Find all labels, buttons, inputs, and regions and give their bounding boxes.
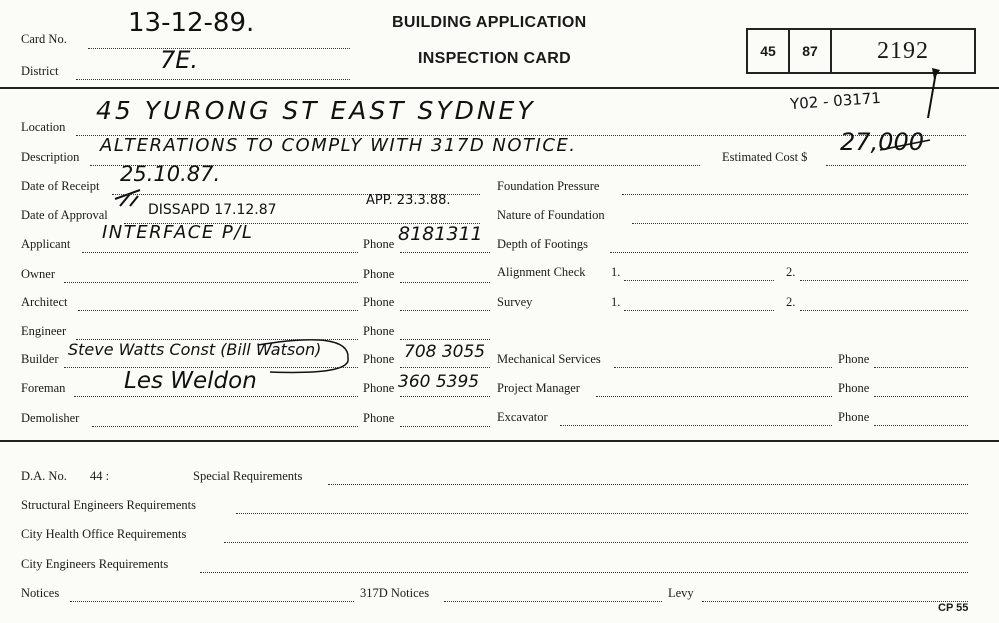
applicant-value: INTERFACE P/L	[102, 222, 254, 243]
builder-phone-label: Phone	[363, 352, 395, 366]
project-manager-phone-line	[874, 396, 968, 397]
levy-label: Levy	[668, 586, 694, 600]
city-engineers-label: City Engineers Requirements	[21, 557, 169, 571]
da-label: D.A. No.	[21, 469, 67, 483]
date-receipt-value: 25.10.87.	[120, 162, 221, 186]
foreman-line	[74, 396, 358, 397]
foreman-phone-label: Phone	[363, 381, 395, 395]
demolisher-phone-line	[400, 426, 490, 427]
survey-num-2: 2.	[786, 295, 796, 309]
survey-line-2	[800, 310, 968, 311]
date-approval-label: Date of Approval	[21, 208, 108, 222]
date-receipt-label: Date of Receipt	[21, 179, 100, 193]
date-approval-value: DISSAPD 17.12.87	[148, 202, 277, 218]
title-line-2: INSPECTION CARD	[418, 50, 571, 67]
notices-label: Notices	[21, 586, 60, 600]
excavator-phone-line	[874, 425, 968, 426]
structural-line	[236, 513, 968, 514]
special-label: Special Requirements	[193, 469, 303, 483]
alignment-num-2: 2.	[786, 265, 796, 279]
engineer-phone-line	[400, 339, 490, 340]
district-label: District	[21, 64, 59, 78]
survey-label: Survey	[497, 295, 533, 309]
demolisher-label: Demolisher	[21, 411, 80, 425]
foundation-pressure-line	[622, 194, 968, 195]
levy-line	[702, 601, 968, 602]
architect-phone-label: Phone	[363, 295, 395, 309]
card-no-label: Card No.	[21, 32, 67, 46]
survey-line-1	[624, 310, 774, 311]
architect-line	[78, 310, 358, 311]
form-code: CP 55	[938, 602, 969, 614]
health-label: City Health Office Requirements	[21, 527, 187, 541]
builder-label: Builder	[21, 352, 59, 366]
location-value: 45 YURONG ST EAST SYDNEY	[96, 96, 536, 125]
engineer-label: Engineer	[21, 324, 67, 338]
excavator-label: Excavator	[497, 410, 548, 424]
alignment-line-2	[800, 280, 968, 281]
demolisher-line	[92, 426, 358, 427]
description-value: ALTERATIONS TO COMPLY WITH 317D NOTICE.	[100, 135, 577, 156]
foreman-phone-line	[400, 396, 490, 397]
builder-phone-value: 708 3055	[404, 342, 486, 362]
middle-rule	[0, 440, 999, 442]
owner-phone-line	[400, 282, 490, 283]
title-line-1: BUILDING APPLICATION	[392, 14, 587, 31]
alignment-check-label: Alignment Check	[497, 265, 586, 279]
demolisher-phone-label: Phone	[363, 411, 395, 425]
box-cell-number: 2192	[877, 37, 929, 64]
mechanical-phone-label: Phone	[838, 352, 870, 366]
engineer-phone-label: Phone	[363, 324, 395, 338]
foreman-label: Foreman	[21, 381, 66, 395]
applicant-phone-line	[400, 252, 490, 253]
notices-line	[70, 601, 354, 602]
applicant-label: Applicant	[21, 237, 71, 251]
notices-317d-line	[444, 601, 662, 602]
reference-note: Y02 - 03171	[789, 88, 882, 114]
applicant-phone-label: Phone	[363, 237, 395, 251]
special-line	[328, 484, 968, 485]
architect-phone-line	[400, 310, 490, 311]
nature-foundation-label: Nature of Foundation	[497, 208, 605, 222]
builder-phone-line	[400, 367, 490, 368]
owner-label: Owner	[21, 267, 56, 281]
excavator-line	[560, 425, 832, 426]
project-manager-phone-label: Phone	[838, 381, 870, 395]
foundation-pressure-label: Foundation Pressure	[497, 179, 600, 193]
applicant-line	[82, 252, 358, 253]
applicant-phone-value: 8181311	[398, 223, 483, 245]
alignment-line-1	[624, 280, 774, 281]
location-label: Location	[21, 120, 66, 134]
approval-scribble	[115, 190, 140, 206]
box-cell-a: 45	[748, 30, 790, 72]
da-value: 44 :	[90, 469, 110, 483]
alignment-num-1: 1.	[611, 265, 621, 279]
owner-line	[64, 282, 358, 283]
box-cell-b: 87	[790, 30, 832, 72]
nature-foundation-line	[632, 223, 968, 224]
survey-num-1: 1.	[611, 295, 621, 309]
builder-value: Steve Watts Const (Bill Watson)	[68, 340, 322, 359]
foreman-phone-value: 360 5395	[398, 372, 480, 392]
owner-phone-label: Phone	[363, 267, 395, 281]
estimated-cost-label: Estimated Cost $	[722, 150, 808, 164]
excavator-phone-label: Phone	[838, 410, 870, 424]
structural-label: Structural Engineers Requirements	[21, 498, 196, 512]
depth-footings-line	[610, 252, 968, 253]
date-approval-app: APP. 23.3.88.	[366, 193, 451, 208]
district-value: 7E.	[160, 46, 199, 74]
architect-label: Architect	[21, 295, 68, 309]
health-line	[224, 542, 968, 543]
project-manager-line	[596, 396, 832, 397]
project-manager-label: Project Manager	[497, 381, 580, 395]
card-no-value: 13-12-89.	[128, 8, 255, 38]
city-engineers-line	[200, 572, 968, 573]
mechanical-phone-line	[874, 367, 968, 368]
foreman-value: Les Weldon	[124, 368, 257, 394]
description-label: Description	[21, 150, 80, 164]
estimated-cost-value: 27,000	[840, 128, 924, 156]
notices-317d-label: 317D Notices	[360, 586, 430, 600]
estimated-cost-line	[826, 165, 966, 166]
mechanical-label: Mechanical Services	[497, 352, 601, 366]
mechanical-line	[614, 367, 832, 368]
depth-footings-label: Depth of Footings	[497, 237, 588, 251]
arrow-stroke	[928, 72, 936, 118]
